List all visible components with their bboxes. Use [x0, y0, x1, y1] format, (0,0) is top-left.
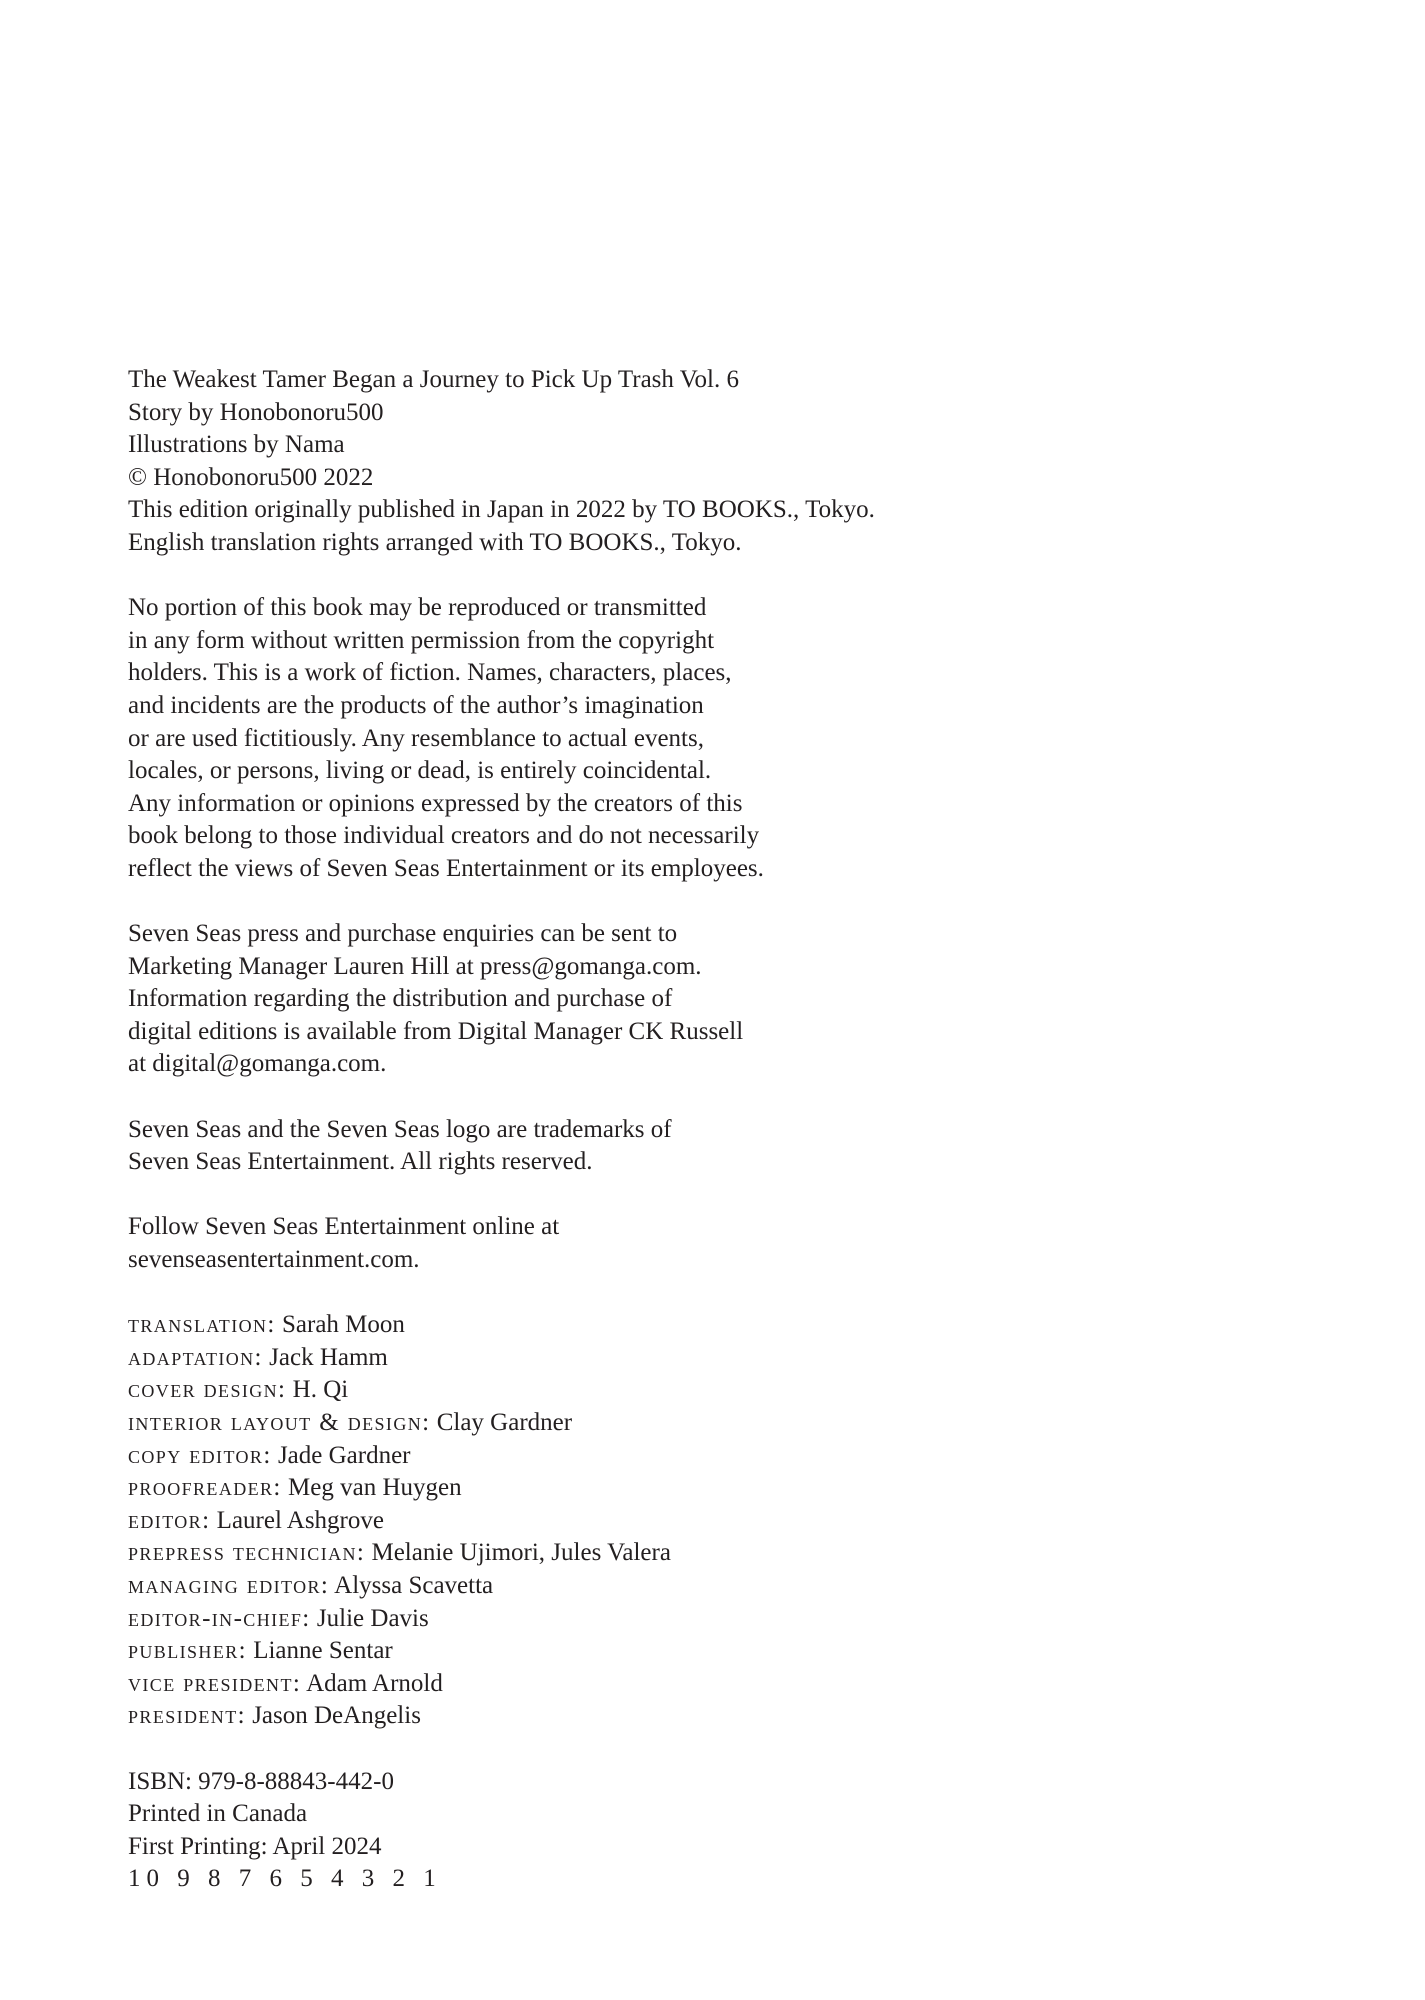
follow-website-line: sevenseasentertainment.com. — [128, 1246, 420, 1274]
credit-role: translation: — [128, 1311, 276, 1339]
credit-adaptation — [128, 1342, 1278, 1375]
printed-in-line: Printed in Canada — [128, 1800, 308, 1828]
credit-copy-editor — [128, 1440, 1278, 1473]
rights-block — [128, 592, 1278, 885]
credit-name: Sarah Moon — [282, 1311, 405, 1339]
rights-line: No portion of this book may be reproduced or transmitted — [128, 594, 707, 622]
credit-role: proofreader: — [128, 1474, 282, 1502]
translation-rights-line: English translation rights arranged with TO BOOKS., Tokyo. — [128, 528, 742, 556]
first-printing-line: First Printing: April 2024 — [128, 1832, 382, 1860]
credit-role: managing editor: — [128, 1571, 330, 1599]
book-title-line: The Weakest Tamer Began a Journey to Pick Up Trash Vol. 6 — [128, 366, 739, 393]
credit-proofreader — [128, 1472, 1278, 1505]
credit-name: Julie Davis — [316, 1604, 429, 1632]
rights-line: holders. This is a work of fiction. Names, characters, places, — [128, 659, 732, 687]
credit-name: H. Qi — [292, 1376, 349, 1404]
spacer — [128, 1733, 1278, 1766]
credit-role: editor: — [128, 1506, 211, 1534]
credit-managing-editor — [128, 1570, 1278, 1603]
credits-list — [128, 1309, 1278, 1733]
credit-name: Meg van Huygen — [288, 1474, 462, 1502]
credit-prepress-technician — [128, 1537, 1278, 1570]
spacer — [128, 886, 1278, 919]
illustration-credit-line: Illustrations by Nama — [128, 431, 345, 459]
credit-name: Lianne Sentar — [253, 1637, 393, 1665]
isbn-line: ISBN: 979-8-88843-442-0 — [128, 1767, 394, 1795]
press-line: Information regarding the distribution and purchase of — [128, 985, 673, 1013]
print-number-line: 10 9 8 7 6 5 4 3 2 1 — [128, 1865, 442, 1893]
credit-role: interior layout & design: — [128, 1409, 431, 1436]
credit-role: prepress technician: — [128, 1539, 366, 1567]
credit-role: copy editor: — [128, 1441, 272, 1469]
credit-role: editor-in-chief: — [128, 1604, 311, 1632]
follow-line: Follow Seven Seas Entertainment online at — [128, 1213, 560, 1241]
credit-name: Jason DeAngelis — [252, 1702, 421, 1730]
rights-line: Any information or opinions expressed by the creators of this — [128, 789, 743, 817]
trademark-block — [128, 1114, 1278, 1179]
credit-name: Clay Gardner — [436, 1409, 573, 1436]
trademark-line: Seven Seas Entertainment. All rights reserved. — [128, 1148, 593, 1176]
credit-role: publisher: — [128, 1637, 247, 1665]
credit-name: Laurel Ashgrove — [216, 1506, 384, 1534]
credit-cover-design — [128, 1374, 1278, 1407]
credit-role: vice president: — [128, 1669, 302, 1697]
rights-line: or are used fictitiously. Any resemblance to actual events, — [128, 724, 704, 752]
printing-block — [128, 1766, 1278, 1896]
rights-line: and incidents are the products of the author’s imagination — [128, 691, 704, 719]
credit-vice-president — [128, 1668, 1278, 1701]
credit-name: Alyssa Scavetta — [334, 1571, 494, 1599]
credit-editor-in-chief — [128, 1603, 1278, 1636]
follow-block — [128, 1211, 1278, 1276]
credit-name: Jade Gardner — [277, 1441, 411, 1469]
credit-role: adaptation: — [128, 1343, 263, 1371]
spacer — [128, 1277, 1278, 1310]
credit-publisher — [128, 1635, 1278, 1668]
credit-editor — [128, 1505, 1278, 1538]
press-line: Marketing Manager Lauren Hill at press@gomanga.com. — [128, 952, 702, 980]
credit-name: Melanie Ujimori, Jules Valera — [371, 1539, 671, 1567]
credit-name: Jack Hamm — [269, 1343, 388, 1371]
press-block — [128, 918, 1278, 1081]
story-credit-line: Story by Honobonoru500 — [128, 398, 384, 426]
rights-line: in any form without written permission from the copyright — [128, 626, 715, 654]
copyright-text — [128, 364, 1278, 1896]
spacer — [128, 560, 1278, 593]
press-line: Seven Seas press and purchase enquiries can be sent to — [128, 920, 678, 948]
credit-president — [128, 1700, 1278, 1733]
credit-role: cover design: — [128, 1376, 287, 1404]
credit-name: Adam Arnold — [306, 1669, 443, 1697]
original-publication-line: This edition originally published in Japan in 2022 by TO BOOKS., Tokyo. — [128, 496, 875, 524]
rights-line: locales, or persons, living or dead, is entirely coincidental. — [128, 757, 712, 785]
trademark-line: Seven Seas and the Seven Seas logo are trademarks of — [128, 1115, 672, 1143]
press-line: digital editions is available from Digital Manager CK Russell — [128, 1017, 744, 1045]
copyright-line: © Honobonoru500 2022 — [128, 463, 374, 491]
rights-line: book belong to those individual creators and do not necessarily — [128, 822, 760, 850]
credit-translation — [128, 1309, 1278, 1342]
title-block — [128, 364, 1278, 560]
credit-interior-layout — [128, 1407, 1278, 1440]
rights-line: reflect the views of Seven Seas Entertainment or its employees. — [128, 854, 764, 882]
spacer — [128, 1081, 1278, 1114]
credit-role: president: — [128, 1702, 246, 1730]
press-line: at digital@gomanga.com. — [128, 1050, 387, 1078]
spacer — [128, 1179, 1278, 1212]
